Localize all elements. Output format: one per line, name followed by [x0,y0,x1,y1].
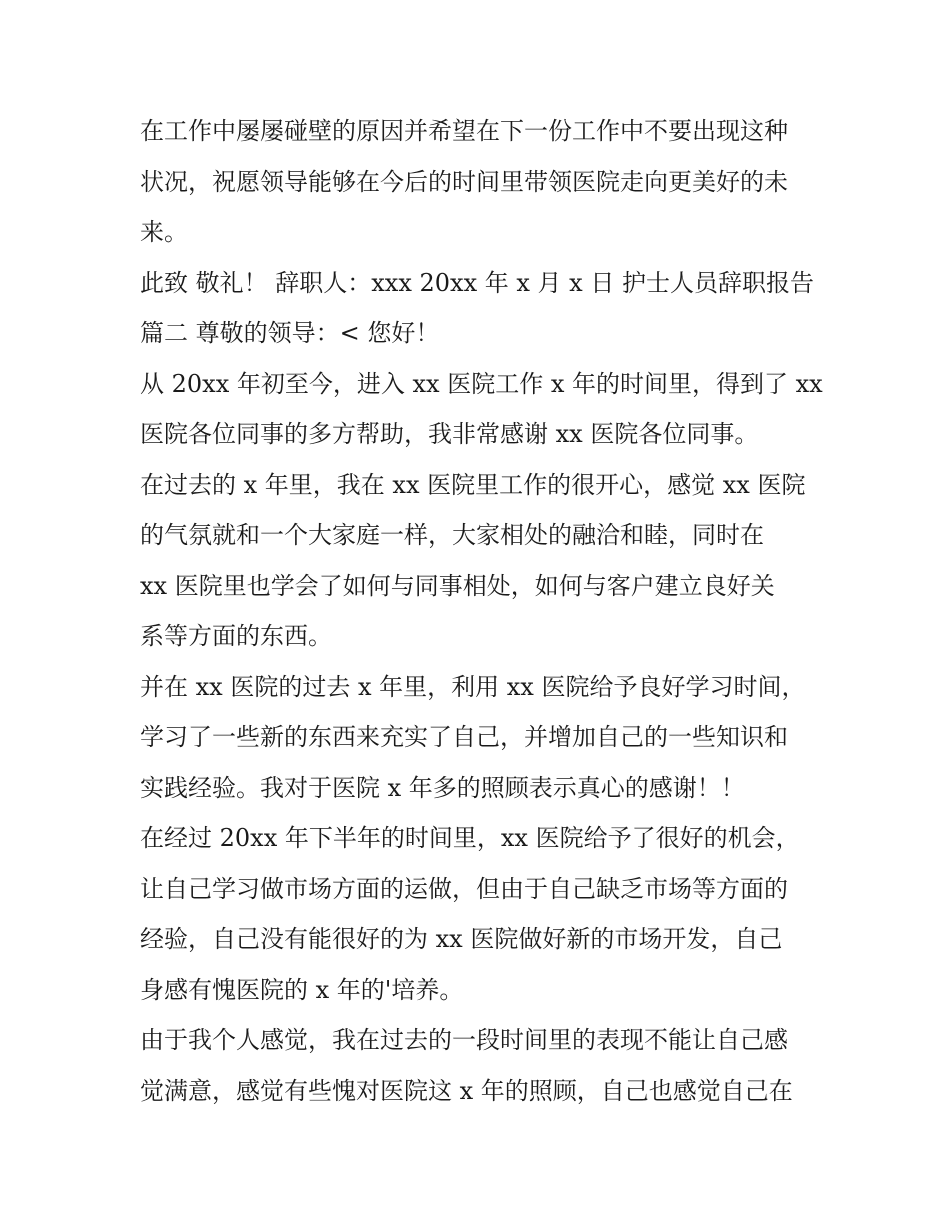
text-line: 让自己学习做市场方面的运做，但由于自己缺乏市场等方面的 [140,874,788,903]
text-line: 篇二 尊敬的领导：< 您好！ [140,319,440,347]
text-line: 来。 [140,218,188,246]
text-line: 并在 xx 医院的过去 x 年里，利用 xx 医院给予良好学习时间， [140,672,806,701]
text-line: 在经过 20xx 年下半年的时间里，xx 医院给予了很好的机会， [140,824,800,852]
text-line: 在工作中屡屡碰壁的原因并希望在下一份工作中不要出现这种 [140,117,788,145]
text-line: 由于我个人感觉，我在过去的一段时间里的表现不能让自己感 [140,1026,788,1054]
text-line: 医院各位同事的多方帮助，我非常感谢 xx 医院各位同事。 [140,420,759,448]
text-line: 经验，自己没有能很好的为 xx 医院做好新的市场开发，自己 [140,925,783,953]
text-line: xx 医院里也学会了如何与同事相处，如何与客户建立良好关 [140,571,775,600]
text-line: 学习了一些新的东西来充实了自己，并增加自己的一些知识和 [140,723,788,751]
text-line: 从 20xx 年初至今，进入 xx 医院工作 x 年的时间里，得到了 xx [140,369,823,398]
document-body [140,106,823,1116]
text-line: 在过去的 x 年里，我在 xx 医院里工作的很开心，感觉 xx 医院 [140,470,806,499]
text-line: 的气氛就和一个大家庭一样，大家相处的融洽和睦，同时在 [140,521,764,549]
text-line: 状况，祝愿领导能够在今后的时间里带领医院走向更美好的未 [140,167,788,196]
text-line: 此致 敬礼！ 辞职人：xxx 20xx 年 x 月 x 日 护士人员辞职报告 [140,268,814,297]
text-line: 实践经验。我对于医院 x 年多的照顾表示真心的感谢！！ [140,773,745,802]
text-line: 系等方面的东西。 [140,622,332,650]
text-line: 身感有愧医院的 x 年的'培养。 [140,975,464,1004]
text-line: 觉满意，感觉有些愧对医院这 x 年的照顾，自己也感觉自己在 [140,1076,793,1105]
